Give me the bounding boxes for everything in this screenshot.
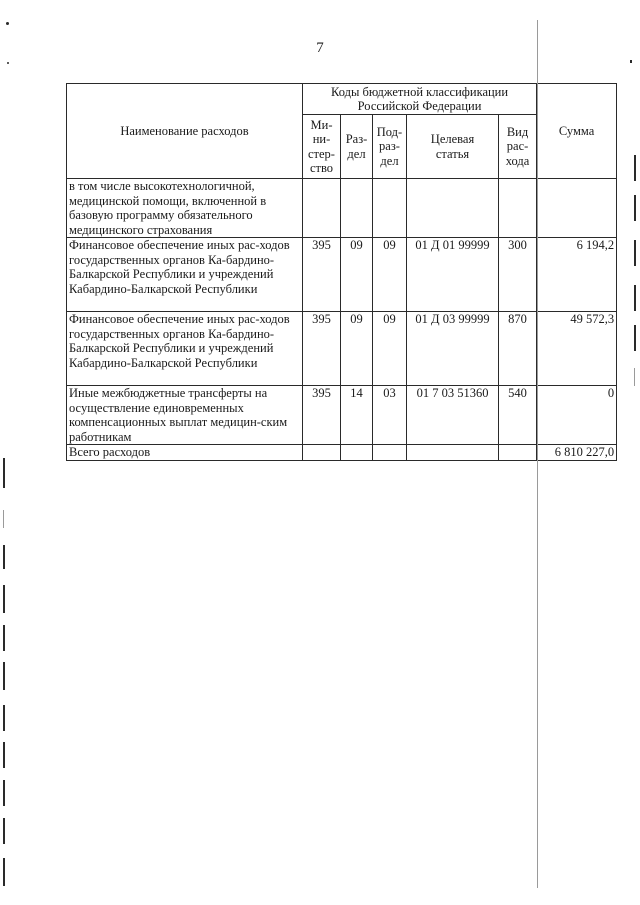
scan-margin-line (634, 195, 636, 221)
row-section: 09 (341, 238, 373, 312)
scan-dot (630, 60, 632, 63)
scan-margin-line (3, 858, 5, 886)
header-amount: Сумма (537, 84, 617, 179)
total-label: Всего расходов (67, 445, 303, 461)
scan-margin-line (3, 705, 5, 731)
row-section: 09 (341, 312, 373, 386)
row-ministry: 395 (303, 312, 341, 386)
row-target-article: 01 7 03 51360 (407, 386, 499, 445)
table-row (67, 179, 617, 238)
row-ministry (303, 179, 341, 238)
scan-margin-line (634, 285, 636, 311)
total-empty-cell (303, 445, 341, 461)
scan-margin-line (3, 545, 5, 569)
total-row (67, 445, 617, 461)
row-expense-type: 300 (499, 238, 537, 312)
scan-margin-line (634, 368, 635, 386)
scan-margin-line (3, 625, 5, 651)
header-expense-type: Вид рас- хода (499, 115, 537, 179)
row-expense-name: Финансовое обеспечение иных рас-ходов государственных органов Ка-бардино-Балкарской Республики и учреждений Кабардино-Балкарской Республики (67, 238, 303, 312)
scan-margin-line (3, 818, 5, 844)
row-expense-type: 540 (499, 386, 537, 445)
row-subsection: 03 (373, 386, 407, 445)
total-empty-cell (407, 445, 499, 461)
scan-margin-line (3, 780, 5, 806)
row-expense-type (499, 179, 537, 238)
table-row (67, 312, 617, 386)
scan-margin-line (3, 585, 5, 613)
row-target-article: 01 Д 01 99999 (407, 238, 499, 312)
header-subsection: Под- раз- дел (373, 115, 407, 179)
scan-margin-line (3, 662, 5, 690)
header-section: Раз- дел (341, 115, 373, 179)
row-target-article: 01 Д 03 99999 (407, 312, 499, 386)
row-section (341, 179, 373, 238)
budget-expenses-table (66, 83, 617, 461)
scan-margin-line (3, 742, 5, 768)
header-expense-name: Наименование расходов (67, 84, 303, 179)
scan-dot (6, 22, 9, 25)
row-subsection (373, 179, 407, 238)
header-target-article: Целевая статья (407, 115, 499, 179)
row-subsection: 09 (373, 238, 407, 312)
scan-margin-line (634, 240, 636, 266)
scan-margin-line (3, 510, 4, 528)
page-number: 7 (316, 40, 324, 56)
row-ministry: 395 (303, 386, 341, 445)
row-ministry: 395 (303, 238, 341, 312)
row-section: 14 (341, 386, 373, 445)
row-expense-type: 870 (499, 312, 537, 386)
row-amount: 0 (537, 386, 617, 445)
table-row (67, 238, 617, 312)
scan-margin-line (634, 325, 636, 351)
table-row (67, 386, 617, 445)
row-expense-name: Финансовое обеспечение иных рас-ходов государственных органов Ка-бардино-Балкарской Республики и учреждений Кабардино-Балкарской Республики (67, 312, 303, 386)
row-amount: 49 572,3 (537, 312, 617, 386)
scan-dot (7, 62, 9, 64)
row-expense-name: в том числе высокотехнологичной, медицинской помощи, включенной в базовую программу обязательного медицинского страхования (67, 179, 303, 238)
total-empty-cell (341, 445, 373, 461)
row-amount (537, 179, 617, 238)
row-amount: 6 194,2 (537, 238, 617, 312)
header-ministry: Ми- ни- стер- ство (303, 115, 341, 179)
scan-margin-line (634, 155, 636, 181)
total-empty-cell (373, 445, 407, 461)
table-header (67, 84, 617, 179)
row-target-article (407, 179, 499, 238)
row-subsection: 09 (373, 312, 407, 386)
header-classification-codes: Коды бюджетной классификации Российской Федерации (303, 84, 537, 115)
row-expense-name: Иные межбюджетные трансферты на осуществление единовременных компенсационных выплат медицин-ским работникам (67, 386, 303, 445)
total-empty-cell (499, 445, 537, 461)
scan-margin-line (3, 458, 5, 488)
total-amount: 6 810 227,0 (537, 445, 617, 461)
scan-edge-line (537, 20, 538, 888)
